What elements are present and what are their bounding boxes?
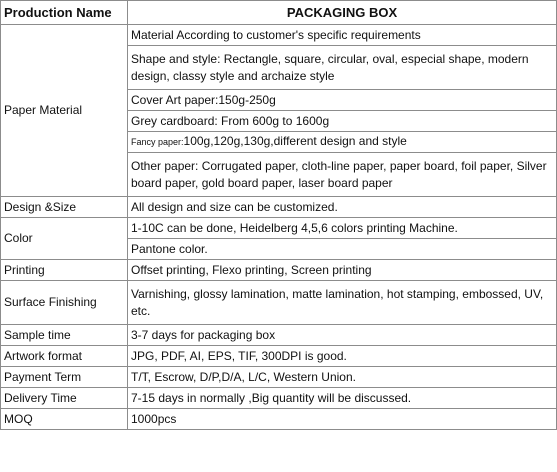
table-row xyxy=(1,346,557,367)
value-design-size: All design and size can be customized. xyxy=(128,197,557,218)
header-packaging-box: PACKAGING BOX xyxy=(128,1,557,25)
value-moq: 1000pcs xyxy=(128,409,557,430)
value-color-2: Pantone color. xyxy=(128,239,557,260)
value-payment-term: T/T, Escrow, D/P,D/A, L/C, Western Union. xyxy=(128,367,557,388)
value-printing: Offset printing, Flexo printing, Screen printing xyxy=(128,260,557,281)
label-moq: MOQ xyxy=(1,409,128,430)
label-color: Color xyxy=(1,218,128,260)
label-surface-finishing: Surface Finishing xyxy=(1,281,128,325)
value-delivery-time: 7-15 days in normally ,Big quantity will be discussed. xyxy=(128,388,557,409)
table-row xyxy=(1,367,557,388)
table-row xyxy=(1,197,557,218)
header-production-name: Production Name xyxy=(1,1,128,25)
table-row xyxy=(1,409,557,430)
label-paper-material: Paper Material xyxy=(1,25,128,197)
table-row xyxy=(1,218,557,239)
value-paper-material-3: Cover Art paper:150g-250g xyxy=(128,90,557,111)
table-row xyxy=(1,325,557,346)
value-paper-material-2: Shape and style: Rectangle, square, circular, oval, especial shape, modern design, classy style and archaize style xyxy=(128,46,557,90)
value-paper-material-1: Material According to customer's specific requirements xyxy=(128,25,557,46)
table-row xyxy=(1,388,557,409)
header-row xyxy=(1,1,557,25)
label-artwork-format: Artwork format xyxy=(1,346,128,367)
table-row xyxy=(1,260,557,281)
label-delivery-time: Delivery Time xyxy=(1,388,128,409)
label-design-size: Design &Size xyxy=(1,197,128,218)
value-sample-time: 3-7 days for packaging box xyxy=(128,325,557,346)
value-paper-material-4: Grey cardboard: From 600g to 1600g xyxy=(128,111,557,132)
fancy-paper-detail: 100g,120g,130g,different design and style xyxy=(183,134,407,148)
fancy-paper-label: Fancy paper: xyxy=(131,137,184,147)
label-sample-time: Sample time xyxy=(1,325,128,346)
value-paper-material-5 xyxy=(128,132,557,153)
value-color-1: 1-10C can be done, Heidelberg 4,5,6 colors printing Machine. xyxy=(128,218,557,239)
table-row xyxy=(1,281,557,325)
value-artwork-format: JPG, PDF, AI, EPS, TIF, 300DPI is good. xyxy=(128,346,557,367)
value-surface-finishing: Varnishing, glossy lamination, matte lamination, hot stamping, embossed, UV, etc. xyxy=(128,281,557,325)
label-printing: Printing xyxy=(1,260,128,281)
table-row xyxy=(1,25,557,46)
label-payment-term: Payment Term xyxy=(1,367,128,388)
value-paper-material-6: Other paper: Corrugated paper, cloth-line paper, paper board, foil paper, Silver board paper, gold board paper, laser board paper xyxy=(128,153,557,197)
